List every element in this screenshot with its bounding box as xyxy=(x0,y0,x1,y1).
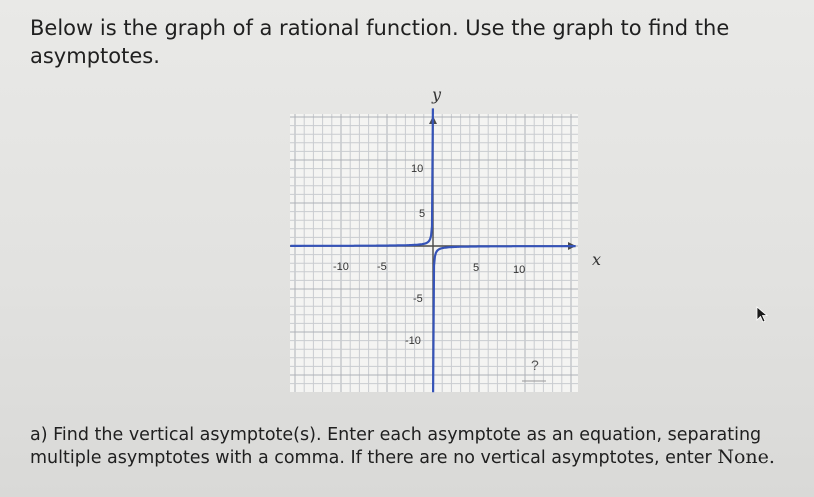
x-tick-label: -5 xyxy=(377,261,387,273)
y-axis-label: y xyxy=(432,85,442,104)
graph-svg xyxy=(280,80,620,400)
x-tick-label: 5 xyxy=(473,262,480,274)
y-tick-label: -10 xyxy=(405,335,421,347)
part-a-text: a) Find the vertical asymptote(s). Enter each asymptote as an equation, separating multiple asymptotes with a comma. If there are no vertical asymptotes, enter xyxy=(30,425,762,468)
y-tick-label: -5 xyxy=(413,293,423,305)
x-tick-label: -10 xyxy=(333,261,349,273)
y-tick-label: 5 xyxy=(419,208,426,220)
none-keyword: None. xyxy=(717,446,775,468)
y-tick-label: 10 xyxy=(411,163,424,175)
rational-function-graph xyxy=(280,80,620,400)
x-axis-label: x xyxy=(592,250,602,269)
mouse-pointer-icon xyxy=(756,306,770,324)
part-a-instructions xyxy=(30,424,810,469)
x-tick-label: 10 xyxy=(513,264,526,276)
question-title: Below is the graph of a rational function. Use the graph to find the asymptotes. xyxy=(30,16,730,68)
help-mark[interactable]: ? xyxy=(531,357,539,373)
